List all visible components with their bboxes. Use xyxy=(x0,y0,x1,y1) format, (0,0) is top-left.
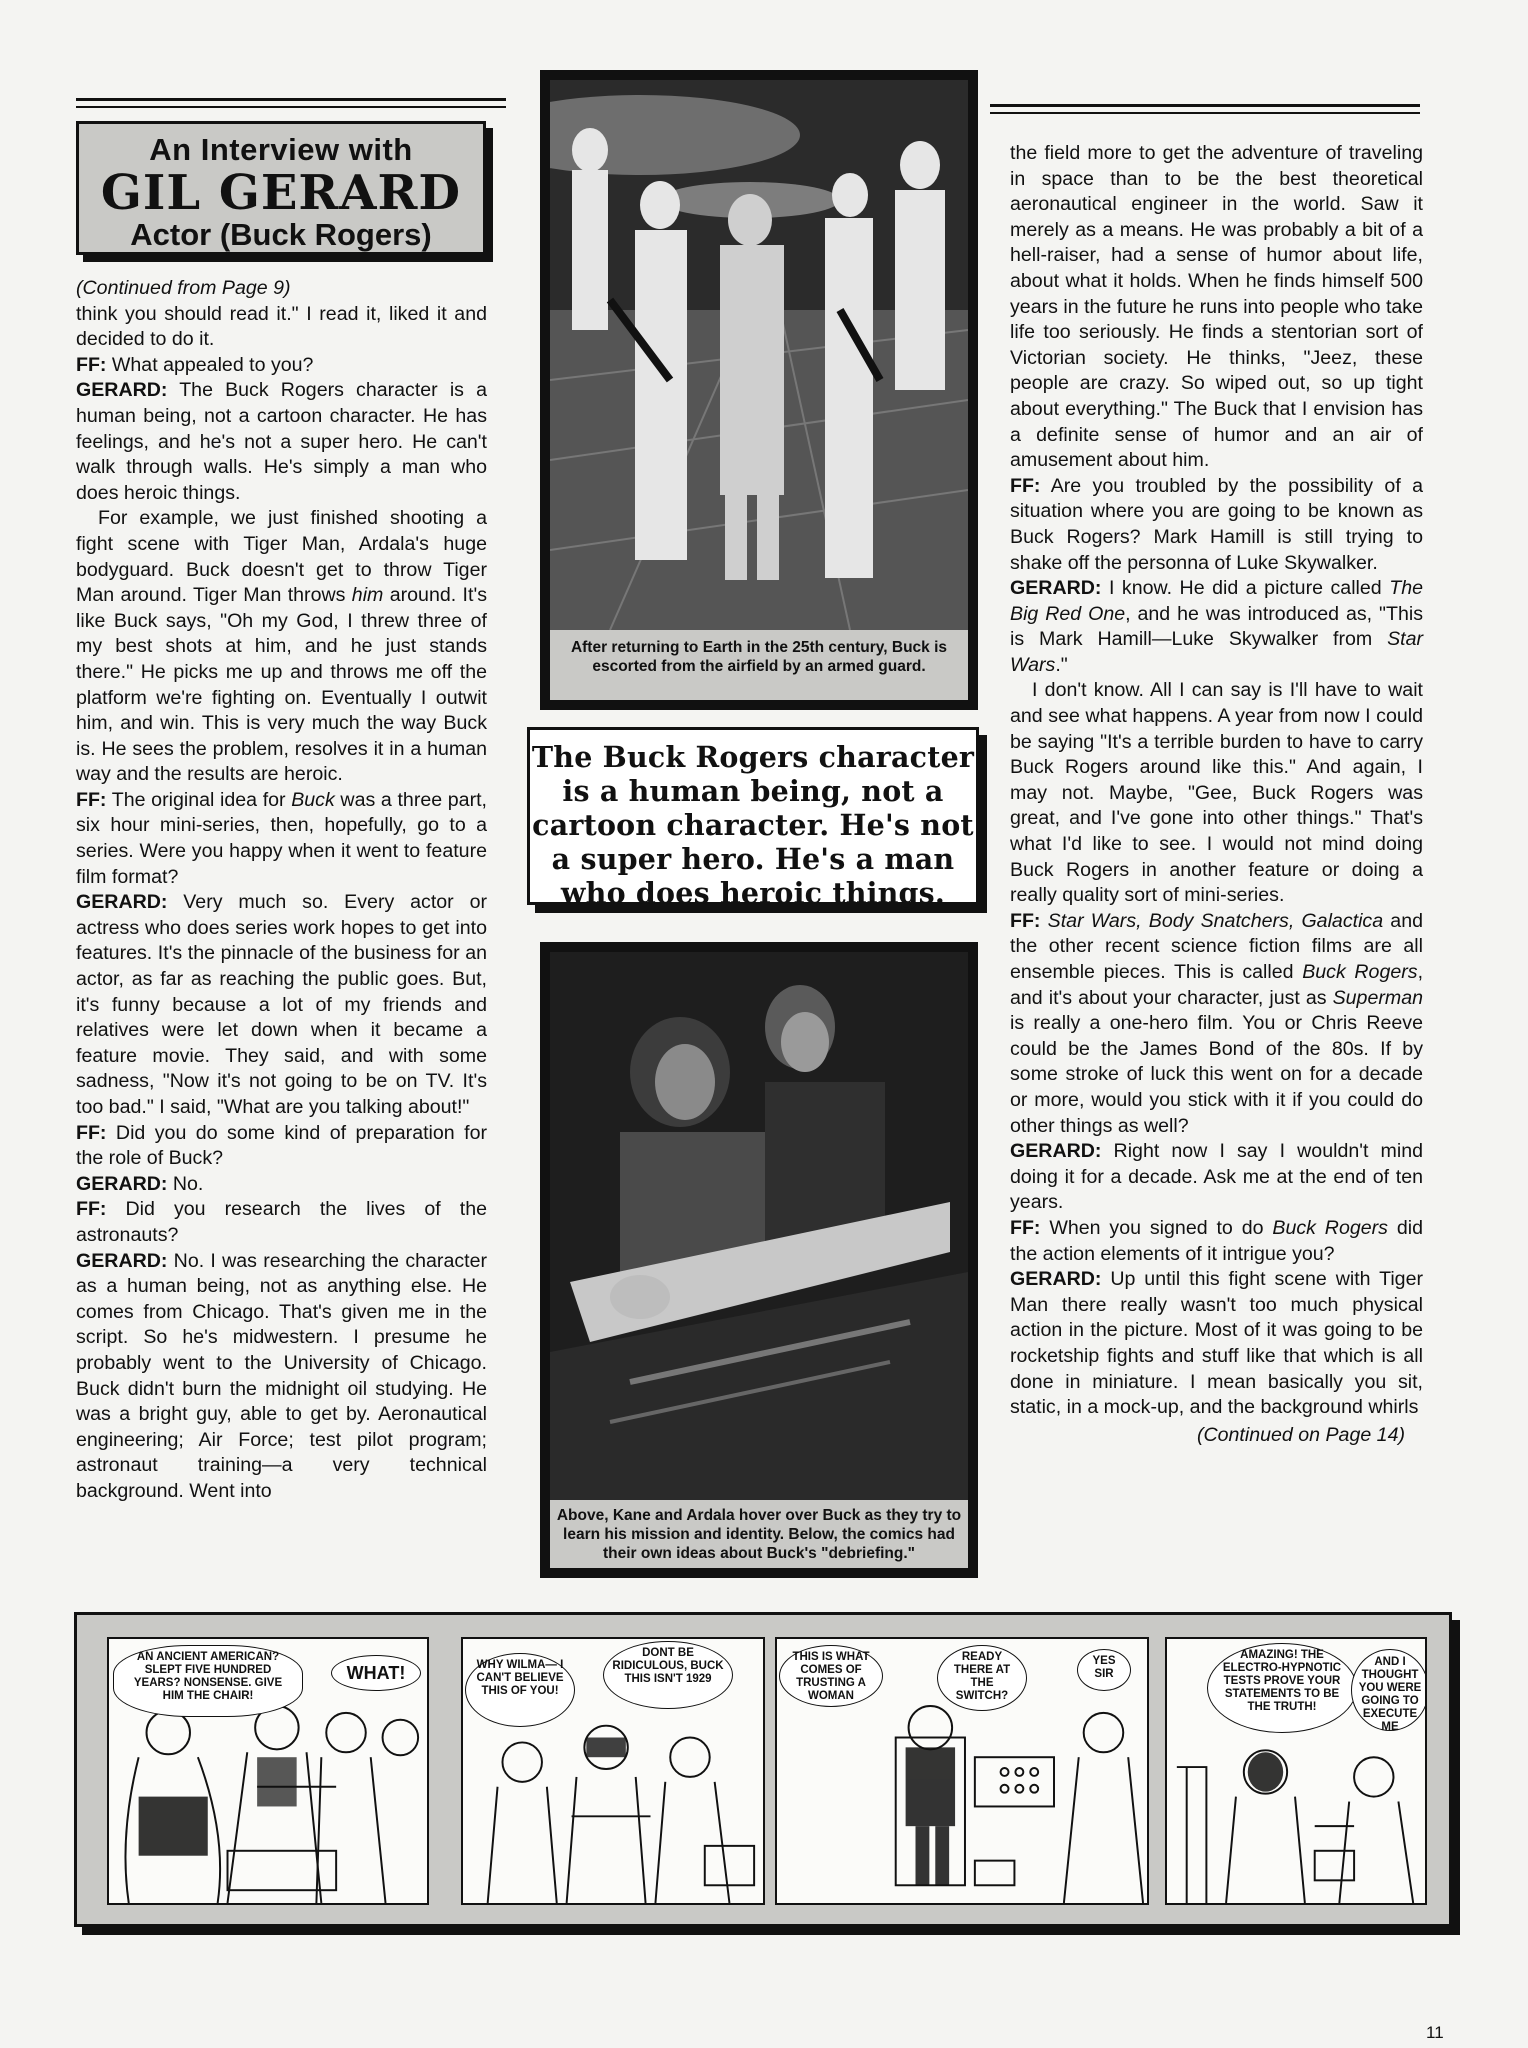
col1-p10-text: No. I was researching the character as a human being, not as anything else. He comes from Chicago. That's given me in the script. So he's midwestern. I presume he probably went to the University of Chicago. Buck didn't burn the midnight oil studying. He was a bright guy, able to get by. Aeronautical engineering; Air Force; test pilot program; astronaut training—a very technical background. Went into xyxy=(76,1249,487,1502)
col3-p1: the field more to get the adventure of traveling in space than to be the best theoretical aeronautical engineer in the world. Saw it merely as a means. He was probably a bit of a hell-raiser, had a sense of humor about life, about what it holds. When he finds himself 500 years in the future he runs into people who take life too seriously. He finds a stentorian sort of Victorian society. He thinks, "Jeez, these people are crazy. So wiped out, so up tight about everything." The Buck that I envision has a definite sense of humor and an air of amusement about him. xyxy=(1010,142,1423,472)
speaker-gerard: GERARD: xyxy=(76,891,168,914)
col3-p5-a: and the other recent science fiction films are all ensemble pieces. This is called xyxy=(1010,909,1423,983)
column-left xyxy=(76,276,487,1505)
top-rule-right xyxy=(990,104,1420,107)
col1-p5-em: Buck xyxy=(291,788,335,811)
speaker-gerard: GERARD: xyxy=(76,379,168,402)
comic-strip xyxy=(74,1612,1452,1927)
photo-frame-top xyxy=(540,70,978,710)
continued-on: (Continued on Page 14) xyxy=(1196,1423,1405,1446)
comic-p1-bubble-1: AN ANCIENT AMERICAN? SLEPT FIVE HUNDRED YEARS? NONSENSE. GIVE HIM THE CHAIR! xyxy=(113,1645,303,1717)
top-rule-left-2 xyxy=(76,106,506,108)
comic-p3-bubble-3: YES SIR xyxy=(1077,1649,1131,1691)
col3-p7-b: did the action elements of it intrigue you? xyxy=(1010,1216,1424,1265)
col3-p5-em3: Superman xyxy=(1332,986,1423,1009)
title-role: Actor (Buck Rogers) xyxy=(130,217,432,252)
col3-p3-a: I know. He did a picture called xyxy=(1101,577,1390,600)
speaker-ff: FF: xyxy=(76,1198,107,1221)
col1-p7 xyxy=(76,1121,487,1172)
col1-p1: think you should read it." I read it, liked it and decided to do it. xyxy=(76,302,487,351)
col1-p3 xyxy=(76,378,487,506)
comic-p4-bubble-1: AMAZING! THE ELECTRO-HYPNOTIC TESTS PROVE YOUR STATEMENTS TO BE THE TRUTH! xyxy=(1207,1643,1357,1733)
comic-p1-bubble-2: WHAT! xyxy=(331,1655,421,1691)
comic-panel-4 xyxy=(1165,1637,1427,1905)
photo-debriefing-image xyxy=(550,952,968,1500)
title-line-1: An Interview with xyxy=(149,132,413,167)
col1-p8 xyxy=(76,1172,487,1198)
speaker-ff: FF: xyxy=(1010,1216,1041,1239)
photo-frame-bottom xyxy=(540,942,978,1578)
col3-p6-text: Right now I say I wouldn't mind doing it for a decade. Ask me at the end of ten years. xyxy=(1010,1140,1423,1214)
speaker-ff: FF: xyxy=(1010,474,1041,497)
comic-p3-bubble-2: READY THERE AT THE SWITCH? xyxy=(937,1645,1027,1711)
photo-debriefing-caption: Above, Kane and Ardala hover over Buck as they try to learn his mission and identity. Below, the comics had their own ideas about Buck's "debriefing." xyxy=(550,1500,968,1568)
comic-panel-3 xyxy=(775,1637,1149,1905)
photo-airfield-caption: After returning to Earth in the 25th century, Buck is escorted from the airfield by an armed guard. xyxy=(550,630,968,700)
col1-p5 xyxy=(76,788,487,890)
photo-airfield xyxy=(550,80,968,630)
col3-p6 xyxy=(1010,1139,1423,1216)
speaker-gerard: GERARD: xyxy=(1010,1268,1102,1291)
col1-p10 xyxy=(76,1249,487,1505)
col3-p7-a: When you signed to do xyxy=(1040,1216,1273,1239)
col3-p8-text: Up until this fight scene with Tiger Man there really wasn't too much physical action in the picture. Most of it was going to be rocketship fights and stuff like that which is all done in miniature. I mean basically you sit, static, in a mock-up, and the background whirls xyxy=(1010,1268,1423,1419)
col1-p5-a: The original idea for xyxy=(106,788,292,811)
title-name: GIL GERARD xyxy=(100,165,462,221)
comic-p2-bubble-1: WHY WILMA— I CAN'T BELIEVE THIS OF YOU! xyxy=(465,1653,575,1727)
col3-p7 xyxy=(1010,1216,1423,1267)
col3-p5-c: is really a one-hero film. You or Chris Reeve could be the James Bond of the 80s. If by some stroke of luck this went on for a decade or more, would you stick with it if you could do other things as well? xyxy=(1010,1012,1423,1137)
col3-p7-em: Buck Rogers xyxy=(1272,1216,1388,1239)
col1-p6 xyxy=(76,890,487,1120)
col3-p5-em2: Buck Rogers xyxy=(1302,961,1418,983)
col1-p5-b: was a three part, six hour mini-series, then, hopefully, go to a series. Were you happy when it went to feature film format? xyxy=(76,788,487,888)
speaker-gerard: GERARD: xyxy=(76,1249,168,1272)
col1-p8-text: No. xyxy=(167,1172,204,1195)
comic-p3-bubble-1: THIS IS WHAT COMES OF TRUSTING A WOMAN xyxy=(779,1645,883,1707)
col1-p4 xyxy=(76,506,487,788)
comic-panel-1 xyxy=(107,1637,429,1905)
col3-p5-b: , and it's about your character, just as xyxy=(1010,961,1424,1009)
comic-p2-bubble-2: DONT BE RIDICULOUS, BUCK THIS ISN'T 1929 xyxy=(603,1641,733,1709)
speaker-ff: FF: xyxy=(76,788,107,811)
comic-panel-2 xyxy=(461,1637,765,1905)
pull-quote: The Buck Rogers character is a human being, not a cartoon character. He's not a super hero. He's a man who does heroic things. xyxy=(527,727,979,905)
col3-p4: I don't know. All I can say is I'll have to wait and see what happens. A year from now I could be saying "It's a terrible burden to have to carry Buck Rogers around like this." And again, I may not. Maybe, "Gee, Buck Rogers was great, and I've gone into other things." That's what I'd like to see. I would not mind doing Buck Rogers in another feature or doing a really quality sort of mini-series. xyxy=(1010,679,1423,907)
title-box xyxy=(76,121,486,255)
col3-p8 xyxy=(1010,1267,1423,1421)
col3-p3-em2: Star Wars xyxy=(1010,628,1423,676)
col1-p7-text: Did you do some kind of preparation for the role of Buck? xyxy=(76,1121,487,1170)
column-right xyxy=(1010,141,1423,1448)
col1-p4-em: him xyxy=(351,584,384,607)
col3-p2 xyxy=(1010,474,1423,576)
col3-p5-em: Star Wars, Body Snatchers, Galactica xyxy=(1047,909,1384,932)
photo-debriefing xyxy=(550,952,968,1500)
col1-p4-a: For example, we just finished shooting a fight scene with Tiger Man, Ardala's huge bodyguard. Buck doesn't get to throw Tiger Man around. Tiger Man throws xyxy=(76,507,487,607)
col3-p3-b: , and he was introduced as, "This is Mark Hamill—Luke Skywalker from xyxy=(1010,602,1424,651)
col3-p5 xyxy=(1010,909,1423,1139)
col1-p3-text: The Buck Rogers character is a human being, not a cartoon character. He has feelings, and he's not a super hero. He can't walk through walls. He's simply a man who does heroic things. xyxy=(76,379,487,504)
speaker-ff: FF: xyxy=(76,353,107,376)
continued-from: (Continued from Page 9) xyxy=(76,277,291,299)
top-rule-left xyxy=(76,98,506,101)
page-number: 11 xyxy=(1426,2023,1444,2042)
col1-p2-text: What appealed to you? xyxy=(106,353,314,376)
photo-airfield-image xyxy=(550,80,968,630)
speaker-ff: FF: xyxy=(76,1121,107,1144)
speaker-gerard: GERARD: xyxy=(76,1172,168,1195)
col1-p9 xyxy=(76,1197,487,1248)
col1-p4-b: around. It's like Buck says, "Oh my God, I threw three of my best shots at him, and he just stands there." He picks me up and throws me off the platform we're fighting on. Eventually I outwit him, and win. This is very much the way Buck is. He sees the problem, resolves it in a human way and the results are heroic. xyxy=(76,584,487,786)
speaker-gerard: GERARD: xyxy=(1010,577,1102,600)
col3-p2-text: Are you troubled by the possibility of a situation where you are going to be known as Buck Rogers? Mark Hamill is still trying to shake off the personna of Luke Skywalker. xyxy=(1010,474,1423,574)
speaker-ff: FF: xyxy=(1010,909,1041,932)
col3-p3-c: ." xyxy=(1055,653,1068,676)
comic-p4-bubble-2: AND I THOUGHT YOU WERE GOING TO EXECUTE ME xyxy=(1351,1649,1427,1731)
col1-p2 xyxy=(76,353,487,379)
col3-p3-em: The Big Red One xyxy=(1010,577,1423,625)
col1-p9-text: Did you research the lives of the astronauts? xyxy=(76,1198,487,1246)
speaker-gerard: GERARD: xyxy=(1010,1140,1102,1163)
col1-p6-text: Very much so. Every actor or actress who does series work hopes to get into features. It's the pinnacle of the business for an actor, as far as reaching the public goes. But, it's funny because a lot of my friends and relatives were let down when it became a feature movie. They said, and with some sadness, "Now it's not going to be on TV. It's too bad." I said, "What are you talking about!" xyxy=(76,891,487,1118)
top-rule-right-2 xyxy=(990,112,1420,114)
col3-p3 xyxy=(1010,576,1423,678)
